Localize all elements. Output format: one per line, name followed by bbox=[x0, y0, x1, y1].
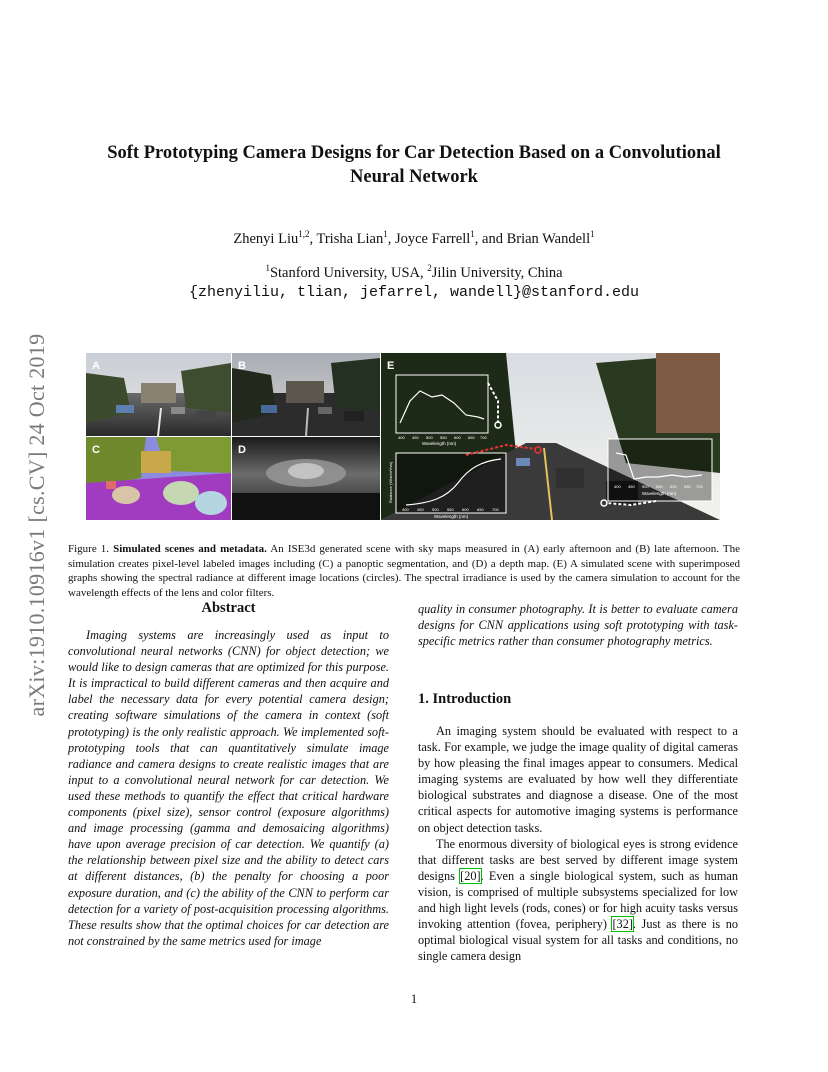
e2-tick: 400 bbox=[402, 507, 409, 512]
e3-tick: 450 bbox=[628, 484, 635, 489]
abstract-continuation: quality in consumer photography. It is better to evaluate camera designs for CNN applications using soft prototyping with task-specific metrics rather than consumer photography metrics. bbox=[418, 602, 738, 649]
e2-tick: 500 bbox=[432, 507, 439, 512]
intro-p2-text: The enormous diversity of biological eyes is strong evidence that different tasks are best served by different image system designs bbox=[418, 836, 738, 883]
panel-c bbox=[86, 437, 231, 520]
caption-label: Figure 1. bbox=[68, 543, 110, 555]
abstract-heading: Abstract bbox=[201, 600, 256, 616]
e1-tick: 550 bbox=[440, 435, 447, 440]
e3-tick: 650 bbox=[684, 484, 691, 489]
e1-tick: 700 bbox=[480, 435, 487, 440]
introduction-body bbox=[418, 723, 738, 964]
panel-b bbox=[232, 353, 380, 436]
figure-1 bbox=[86, 353, 720, 520]
author-name: Trisha Lian bbox=[316, 231, 384, 247]
e1-tick: 400 bbox=[398, 435, 405, 440]
citation-link[interactable]: [20] bbox=[460, 868, 481, 883]
intro-paragraph-1: An imaging system should be evaluated with respect to a task. For example, we judge the image quality of digital cameras by how pleasing the final images appear to consumers. Medical imaging systems are evaluated by how well they differentiate biological substrates and diagnose a disease. One of the most critical aspects for automotive imaging systems is performance on object detection tasks. bbox=[418, 724, 738, 835]
panel-label-c: C bbox=[92, 444, 100, 456]
author-sep: , bbox=[387, 231, 395, 247]
arxiv-id: arXiv:1910.10916v1 [cs.CV] 24 Oct 2019 bbox=[24, 333, 49, 717]
affil-text: Stanford University, USA, bbox=[269, 265, 428, 281]
author-sup: 1 bbox=[590, 229, 595, 239]
arxiv-sidebar bbox=[22, 290, 52, 760]
e2-ylabel: Radiance (W/sr/m²/nm) bbox=[388, 461, 393, 503]
caption-bold: Simulated scenes and metadata. bbox=[113, 543, 267, 555]
intro-paragraph-2 bbox=[418, 836, 738, 965]
e3-tick: 400 bbox=[614, 484, 621, 489]
e1-xlabel: Wavelength (nm) bbox=[422, 441, 457, 446]
author-name: Zhenyi Liu bbox=[233, 231, 299, 247]
panel-a bbox=[86, 353, 231, 436]
e1-tick: 600 bbox=[454, 435, 461, 440]
graph-e3 bbox=[601, 439, 712, 506]
author-sep: , and bbox=[474, 231, 507, 247]
affiliations bbox=[0, 265, 828, 282]
figure-caption bbox=[68, 542, 740, 600]
intro-p2-text: . Just as there is no optimal biological visual system for all tasks and conditions, no single camera design bbox=[418, 917, 738, 964]
citation-link[interactable]: [32] bbox=[612, 917, 633, 932]
e2-xlabel: Wavelength (nm) bbox=[434, 514, 469, 519]
abstract-text: Imaging systems are increasingly used as input to convolutional neural networks (CNN) for object detection; we would like to design cameras that are optimized for this purpose. It is impractical to build different cameras and then acquire and label the necessary data for every potential camera design; creating software simulations of the camera in context (soft prototyping) is the only realistic approach. We implemented soft-prototyping tools that can quantitatively simulate image radiance and camera designs to create realistic images that are input to a convolutional neural network for car detection. We used these methods to quantify the effect that critical hardware components (pixel size), sensor control (exposure algorithms) and image processing (gamma and demosaicing algorithms) have upon average precision of car detection. We quantify (a) the relationship between pixel size and the ability to detect cars at different distances, (b) the penalty for choosing a poor exposure duration, and (c) the ability of the CNN to perform car detection for a variety of post-acquisition processing algorithms. These results show that the optimal choices for car detection are not constrained by the same metrics used for image bbox=[68, 628, 389, 948]
e2-tick: 600 bbox=[462, 507, 469, 512]
section-heading-introduction: 1. Introduction bbox=[418, 691, 512, 707]
author-sep: , bbox=[309, 231, 317, 247]
intro-p2-text: . Even a single biological system, such as human vision, is comprised of multiple subsystems specialized for low and high light levels (rods, cones) or for high acuity tasks versus invoking attention (fovea, periphery) bbox=[418, 868, 738, 932]
e1-tick: 650 bbox=[468, 435, 475, 440]
caption-text: An ISE3d generated scene with sky maps measured in (A) early afternoon and (B) late afternoon. The simulation creates pixel-level labeled images including (C) a panoptic segmentation, and (D) a depth map. (E) A simulated scene with superimposed graphs showing the spectral radiance at different image locations (circles). The spectral irradiance is used by the camera simulation to account for the wavelength effects of the lens and color filters. bbox=[68, 543, 740, 599]
panel-d bbox=[232, 437, 380, 520]
title-line-1: Soft Prototyping Camera Designs for Car Detection Based on a Convolutional bbox=[107, 143, 721, 163]
author-list bbox=[0, 231, 828, 248]
e1-tick: 500 bbox=[426, 435, 433, 440]
panel-label-b: B bbox=[238, 360, 246, 372]
panel-label-e: E bbox=[387, 360, 395, 372]
e2-tick: 650 bbox=[477, 507, 484, 512]
author-name: Joyce Farrell bbox=[394, 231, 471, 247]
paper-title bbox=[40, 141, 788, 189]
title-line-2: Neural Network bbox=[350, 167, 478, 187]
e3-tick: 700 bbox=[696, 484, 703, 489]
e3-xlabel: Wavelength (nm) bbox=[642, 491, 677, 496]
page-number: 1 bbox=[410, 992, 418, 1006]
author-sup: 1,2 bbox=[298, 229, 310, 239]
e2-tick: 700 bbox=[492, 507, 499, 512]
e1-tick: 450 bbox=[412, 435, 419, 440]
e2-tick: 550 bbox=[447, 507, 454, 512]
e3-tick: 550 bbox=[656, 484, 663, 489]
e2-tick: 450 bbox=[417, 507, 424, 512]
panel-label-d: D bbox=[238, 444, 246, 456]
author-sup: 1 bbox=[383, 229, 388, 239]
panel-label-a: A bbox=[92, 360, 100, 372]
author-name: Brian Wandell bbox=[506, 231, 591, 247]
author-emails: {zhenyiliu, tlian, jefarrel, wandell}@stanford.edu bbox=[188, 284, 640, 301]
e3-tick: 600 bbox=[670, 484, 677, 489]
e3-tick: 500 bbox=[642, 484, 649, 489]
author-sup: 1 bbox=[470, 229, 475, 239]
affil-sup: 1 bbox=[265, 263, 270, 273]
affil-sup: 2 bbox=[427, 263, 432, 273]
affil-text: Jilin University, China bbox=[431, 265, 563, 281]
